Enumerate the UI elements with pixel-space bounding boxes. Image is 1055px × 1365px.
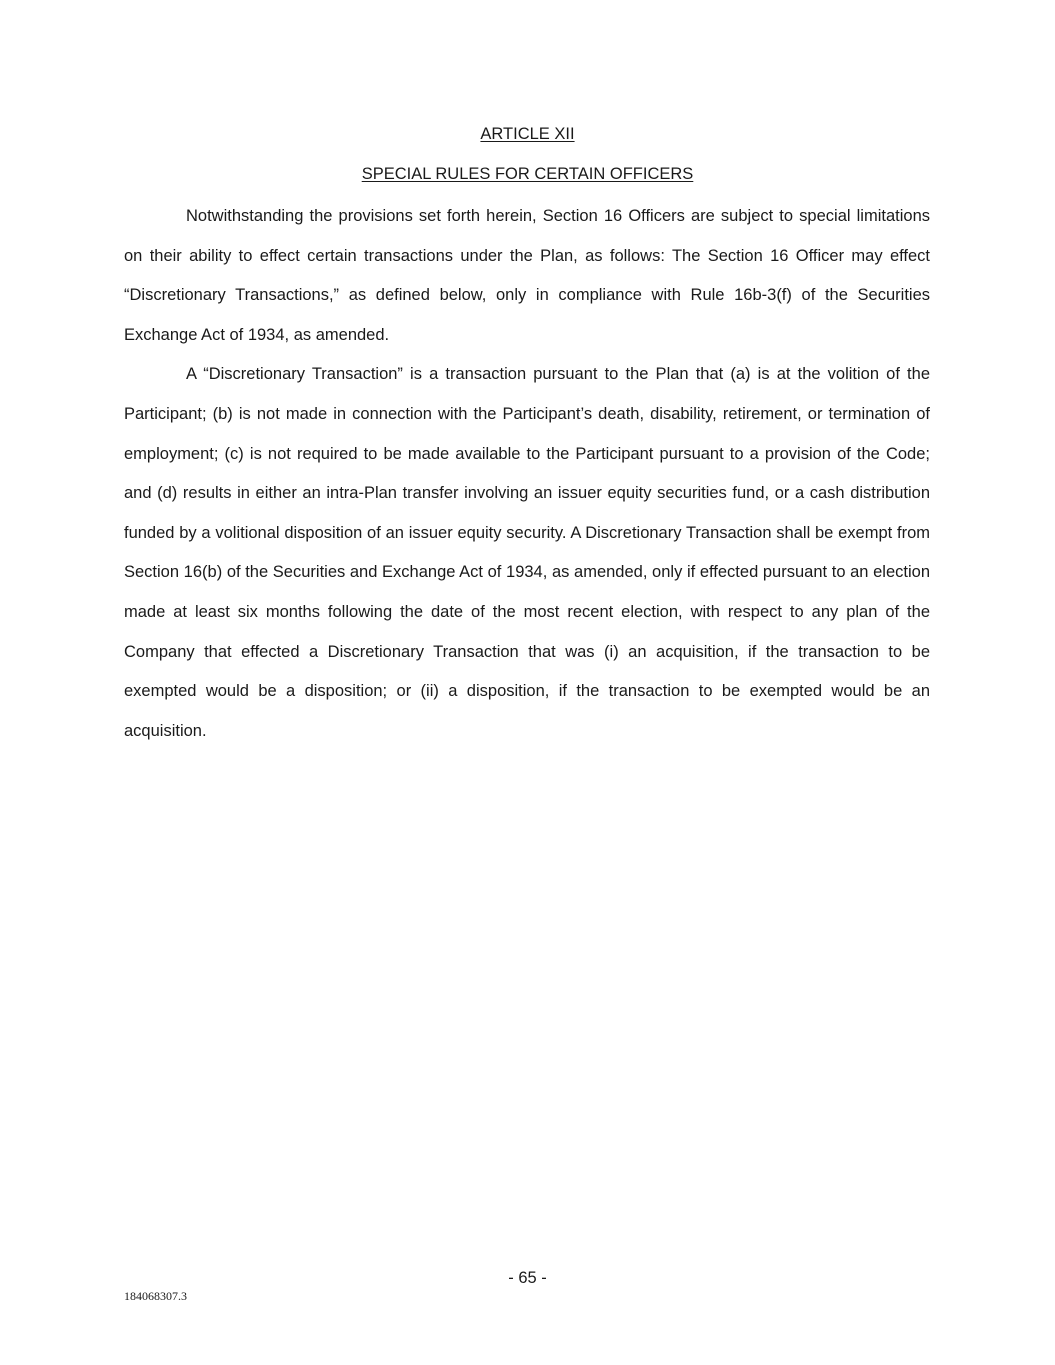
article-number: ARTICLE XII: [480, 125, 575, 143]
page-number: - 65 -: [508, 1269, 547, 1287]
paragraph-discretionary-transaction: A “Discretionary Transaction” is a transaction pursuant to the Plan that (a) is at the volition of the Participant; (b) is not made in connection with the Participant’s death, disability, retirement, or termination of employment; (c) is not required to be made available to the Participant pursuant to a provision of the Code; and (d) results in either an intra-Plan transfer involving an issuer equity securities fund, or a cash distribution funded by a volitional disposition of an issuer equity security. A Discretionary Transaction shall be exempt from Section 16(b) of the Securities and Exchange Act of 1934, as amended, only if effected pursuant to an election made at least six months following the date of the most recent election, with respect to any plan of the Company that effected a Discretionary Transaction that was (i) an acquisition, if the transaction to be exempted would be a disposition; or (ii) a disposition, if the transaction to be exempted would be an acquisition.: [124, 365, 930, 740]
article-body: [124, 197, 930, 751]
paragraph-section-16-officers: Notwithstanding the provisions set forth herein, Section 16 Officers are subject to special limitations on their ability to effect certain transactions under the Plan, as follows: The Section 16 Officer may effect “Discretionary Transactions,” as defined below, only in compliance with Rule 16b-3(f) of the Securities Exchange Act of 1934, as amended.: [124, 207, 930, 344]
document-id: 184068307.3: [124, 1289, 187, 1303]
article-title: SPECIAL RULES FOR CERTAIN OFFICERS: [361, 165, 694, 183]
